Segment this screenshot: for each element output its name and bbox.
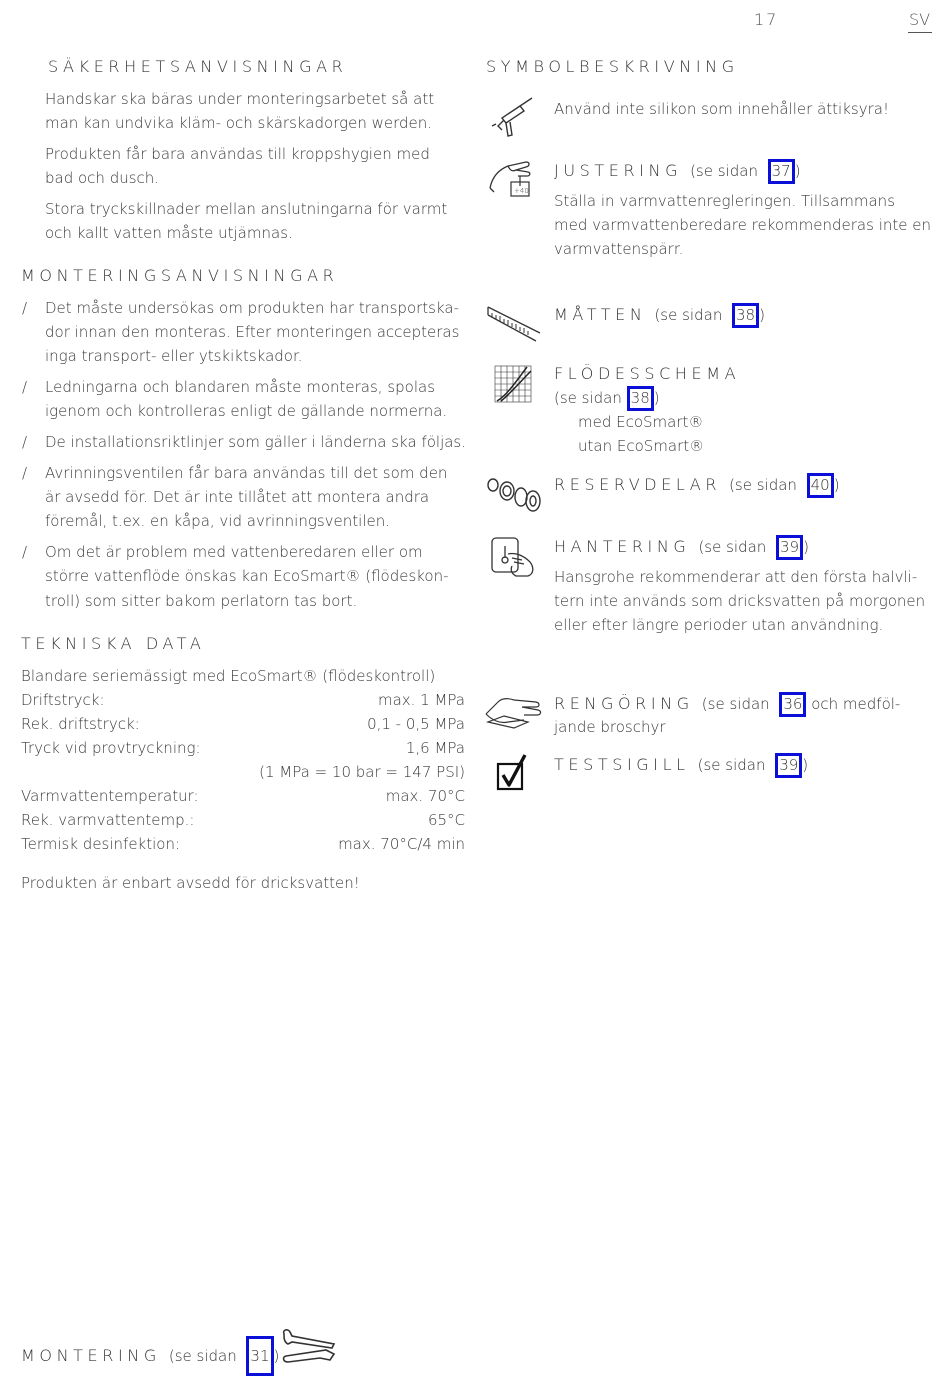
- handling-text: tern inte används som dricksvatten på morgonen: [554, 592, 926, 610]
- table-row: [21, 712, 465, 736]
- list-item: De installationsriktlinjer som gäller i länderna ska följas.: [45, 433, 467, 451]
- bullet-slash: /: [22, 299, 28, 317]
- row-label: Termisk desinfektion:: [21, 835, 181, 853]
- row-label: Driftstryck:: [21, 691, 105, 709]
- see-page-prefix: (se sidan: [701, 695, 770, 713]
- list-item: föremål, t.ex. en kåpa, vid avrinningsventilen.: [45, 512, 390, 530]
- see-page-suffix: ): [803, 538, 809, 556]
- see-page-prefix: (se sidan: [697, 756, 766, 774]
- row-value: 0,1 - 0,5 MPa: [367, 715, 465, 733]
- spare-parts-icon: [485, 473, 543, 513]
- tools-icon: [280, 1328, 338, 1366]
- adjust-text: Ställa in varmvattenregleringen. Tillsammans: [554, 192, 896, 210]
- safety-heading: SÄKERHETSANVISNINGAR: [48, 57, 348, 76]
- cleaning-page-link[interactable]: 36: [779, 692, 806, 717]
- see-page-prefix: (se sidan: [690, 162, 758, 180]
- page-number: 17: [754, 10, 779, 29]
- drinking-water-note: Produkten är enbart avsedd för dricksvatten!: [21, 874, 360, 892]
- see-page-suffix: ): [802, 756, 809, 774]
- spare-parts-title: RESERVDELAR: [554, 475, 722, 494]
- row-value: 65°C: [427, 811, 465, 829]
- list-item: större vattenflöde önskas kan EcoSmart® (flödeskon-: [45, 567, 449, 585]
- see-page-prefix: (se sidan: [654, 306, 723, 324]
- hand-thermostat-icon: [488, 158, 534, 200]
- spare-parts-row: [554, 473, 840, 498]
- spare-parts-page-link[interactable]: 40: [807, 473, 834, 498]
- bullet-slash: /: [22, 543, 28, 561]
- list-item: är avsedd för. Det är inte tillåtet att montera andra: [45, 488, 430, 506]
- adjust-title: JUSTERING: [554, 161, 683, 180]
- see-page-suffix: ): [653, 389, 660, 407]
- cleaning-suffix: och medföl-: [806, 695, 901, 713]
- row-value: max. 1 MPa: [377, 691, 465, 709]
- list-item: inga transport- eller ytskiktskador.: [45, 347, 303, 365]
- adjust-page-link[interactable]: 37: [768, 159, 795, 184]
- flow-chart-icon: [493, 365, 533, 403]
- adjust-text: med varmvattenberedare rekommenderas inte en: [554, 216, 931, 234]
- table-row: [21, 736, 465, 760]
- test-seal-row: [554, 753, 808, 778]
- cleaning-title: RENGÖRING: [554, 694, 694, 713]
- cleaning-row: [554, 692, 900, 717]
- dimensions-row: [554, 303, 765, 328]
- flow-see-row: [554, 386, 660, 411]
- see-page-suffix: ): [833, 476, 840, 494]
- row-label: Rek. varmvattentemp.:: [21, 811, 195, 829]
- table-row: [21, 832, 465, 856]
- list-item: Avrinningsventilen får bara användas till det som den: [45, 464, 448, 482]
- mounting-instructions-heading: MONTERINGSANVISNINGAR: [21, 266, 339, 285]
- cleaning-hand-icon: [484, 692, 544, 732]
- see-page-prefix: (se sidan: [554, 389, 622, 407]
- handling-page-link[interactable]: 39: [776, 535, 803, 560]
- silicone-warning: Använd inte silikon som innehåller ättiksyra!: [554, 100, 889, 118]
- footer-page-link[interactable]: 31: [246, 1336, 273, 1376]
- list-item: Ledningarna och blandaren måste monteras, spolas: [45, 378, 436, 396]
- svg-text:+40: +40: [514, 187, 529, 195]
- test-seal-page-link[interactable]: 39: [775, 753, 802, 778]
- adjust-row: [554, 159, 801, 184]
- row-value: 1,6 MPa: [405, 739, 465, 757]
- row-label: Varmvattentemperatur:: [21, 787, 199, 805]
- symbols-heading: SYMBOLBESKRIVNING: [486, 57, 739, 76]
- safety-line: och kallt vatten måste utjämnas.: [45, 224, 293, 242]
- handling-text: Hansgrohe rekommenderar att den första halvli-: [554, 568, 918, 586]
- safety-line: Handskar ska bäras under monteringsarbetet så att: [45, 90, 435, 108]
- language-underline: [908, 32, 932, 33]
- flow-page-link[interactable]: 38: [627, 386, 654, 411]
- safety-line: bad och dusch.: [45, 169, 160, 187]
- dimensions-title: MÅTTEN: [554, 305, 647, 324]
- bullet-slash: /: [22, 378, 28, 396]
- adjust-text: varmvattenspärr.: [554, 240, 684, 258]
- see-page-suffix: ): [759, 306, 765, 324]
- table-row: [21, 808, 465, 832]
- row-value: max. 70°C/4 min: [338, 835, 465, 853]
- handling-text: eller efter längre perioder utan användning.: [554, 616, 884, 634]
- language-code: SV: [909, 10, 931, 29]
- bullet-slash: /: [22, 464, 28, 482]
- see-page-suffix: ): [273, 1347, 280, 1365]
- ruler-icon: [486, 303, 542, 343]
- table-row: [21, 688, 465, 712]
- row-label: Tryck vid provtryckning:: [21, 739, 201, 757]
- flow-option: med EcoSmart®: [578, 413, 704, 431]
- silicone-gun-icon: [490, 96, 534, 138]
- see-page-prefix: (se sidan: [698, 538, 767, 556]
- checkbox-icon: [495, 753, 529, 793]
- technical-data-heading: TEKNISKA DATA: [21, 634, 206, 653]
- safety-line: man kan undvika kläm- och skärskadorgen werden.: [45, 114, 433, 132]
- footer-mounting-row: [21, 1336, 279, 1376]
- list-item: troll) som sitter bakom perlatorn tas bort.: [45, 592, 358, 610]
- flow-title: FLÖDESSCHEMA: [554, 364, 741, 383]
- dimensions-page-link[interactable]: 38: [732, 303, 759, 328]
- technical-intro: Blandare seriemässigt med EcoSmart® (flödeskontroll): [21, 667, 436, 685]
- footer-title: MONTERING: [21, 1346, 161, 1365]
- see-page-suffix: ): [794, 162, 801, 180]
- test-seal-title: TESTSIGILL: [554, 755, 690, 774]
- list-item: Det måste undersökas om produkten har transportska-: [45, 299, 460, 317]
- list-item: Om det är problem med vattenberedaren eller om: [45, 543, 423, 561]
- row-label: Rek. driftstryck:: [21, 715, 140, 733]
- list-item: igenom och kontrolleras enligt de gällande normerna.: [45, 402, 448, 420]
- see-page-prefix: (se sidan: [168, 1347, 237, 1365]
- row-value: max. 70°C: [385, 787, 465, 805]
- handling-row: [554, 535, 809, 560]
- table-row: [21, 760, 465, 784]
- table-row: [21, 784, 465, 808]
- safety-line: Stora tryckskillnader mellan anslutningarna för varmt: [45, 200, 448, 218]
- row-value: (1 MPa = 10 bar = 147 PSI): [259, 763, 465, 781]
- flow-option: utan EcoSmart®: [578, 437, 705, 455]
- hand-lever-icon: [488, 534, 538, 578]
- list-item: dor innan den monteras. Efter monteringen accepteras: [45, 323, 460, 341]
- cleaning-text: jande broschyr: [554, 718, 666, 736]
- safety-line: Produkten får bara användas till kroppshygien med: [45, 145, 430, 163]
- bullet-slash: /: [22, 433, 28, 451]
- handling-title: HANTERING: [554, 537, 691, 556]
- see-page-prefix: (se sidan: [729, 476, 797, 494]
